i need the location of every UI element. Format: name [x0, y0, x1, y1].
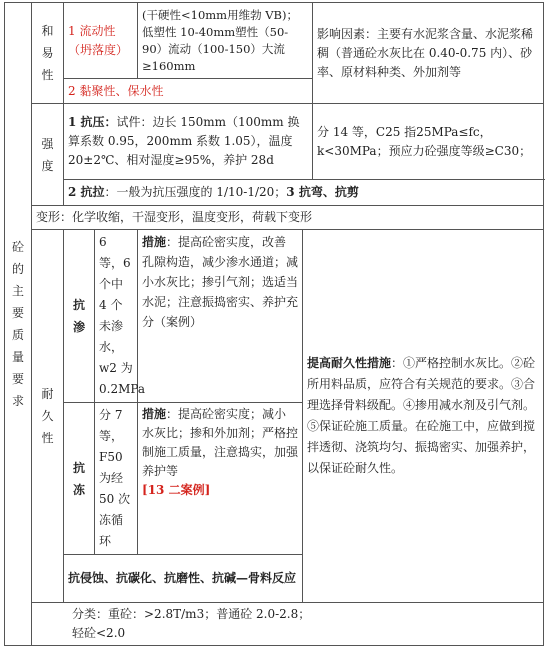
durability-label: 耐久性	[32, 230, 64, 603]
frost-measures-title: 措施	[142, 407, 167, 421]
strength-label: 强度	[32, 104, 64, 206]
tensile-title: 2 抗拉	[68, 185, 105, 199]
impermeability-measures-text: ：提高砼密实度，改善孔隙构造，减少渗水通道；减小水灰比；掺引气剂；选适当水泥；注意振捣密实、养护充分（案例）	[142, 235, 299, 329]
workability-factors: 影响因素：主要有水泥浆含量、水泥浆稀稠（普通砼水灰比在 0.40-0.75 内）、砂率、原材料种类、外加剂等	[313, 3, 544, 104]
other-durability: 抗侵蚀、抗碳化、抗磨性、抗碱—骨料反应	[64, 555, 303, 603]
bending-shear: 3 抗弯、抗剪	[286, 185, 359, 199]
improve-text: ：①严格控制水灰比。②砼所用料品质，应符合有关规范的要求。③合理选择骨料级配。④掺用减水剂及引气剂。⑤保证砼施工质量。在砼施工中，应做到搅拌透彻、浇筑均匀、振捣密实、加强养护，以保证砼耐久性。	[307, 356, 536, 475]
compressive-strength	[64, 104, 313, 180]
fluidity-detail: (干硬性<10mm用维勃 VB)；低塑性 10-40mm塑性（50-90）流动（100-150）大流≥160mm	[138, 3, 313, 79]
tensile-text: ：一般为抗压强度的 1/10-1/20；	[104, 185, 287, 199]
impermeability-grades: 6 等，6 个中 4 个未渗水，w2 为 0.2MPa	[95, 230, 138, 403]
improve-durability	[303, 230, 544, 603]
compressive-text: 试件：边长 150mm（100mm 换算系数 0.95，200mm 系数 1.05），温度 20±2℃、相对湿度≥95%，养护 28d	[68, 115, 300, 167]
frost-grades: 分 7 等，F50 为经 50 次冻循环	[95, 403, 138, 555]
classification-row: 分类：重砼：>2.8T/m3；普通砼 2.0-2.8；轻砼<2.0	[32, 603, 544, 646]
frost-measures	[138, 403, 303, 555]
compressive-title: 1 抗压：	[68, 115, 117, 129]
main-label	[5, 3, 32, 646]
main-label-text: 砼的主要质量要求	[11, 240, 24, 408]
cohesion-label: 2 黏聚性、保水性	[64, 79, 313, 104]
frost-measures-text: ：提高砼密实度；减小水灰比；掺和外加剂；严格控制施工质量，注意捣实，加强养护等	[142, 407, 299, 478]
deformation-row: 变形：化学收缩，干湿变形，温度变形，荷载下变形	[32, 206, 544, 230]
impermeability-measures	[138, 230, 303, 403]
frost-label: 抗冻	[64, 403, 95, 555]
frost-case: [13 二案例]	[142, 483, 211, 497]
improve-title: 提高耐久性措施	[307, 356, 392, 370]
fluidity-label: 1 流动性（坍落度）	[64, 3, 138, 79]
impermeability-label: 抗渗	[64, 230, 95, 403]
workability-label: 和易性	[32, 3, 64, 104]
strength-grades: 分 14 等，C25 指25MPa≤fc，k<30MPa；预应力砼强度等级≥C30；	[313, 104, 544, 180]
tensile-strength	[64, 180, 544, 206]
impermeability-measures-title: 措施	[142, 235, 167, 249]
concrete-quality-table	[4, 2, 544, 646]
